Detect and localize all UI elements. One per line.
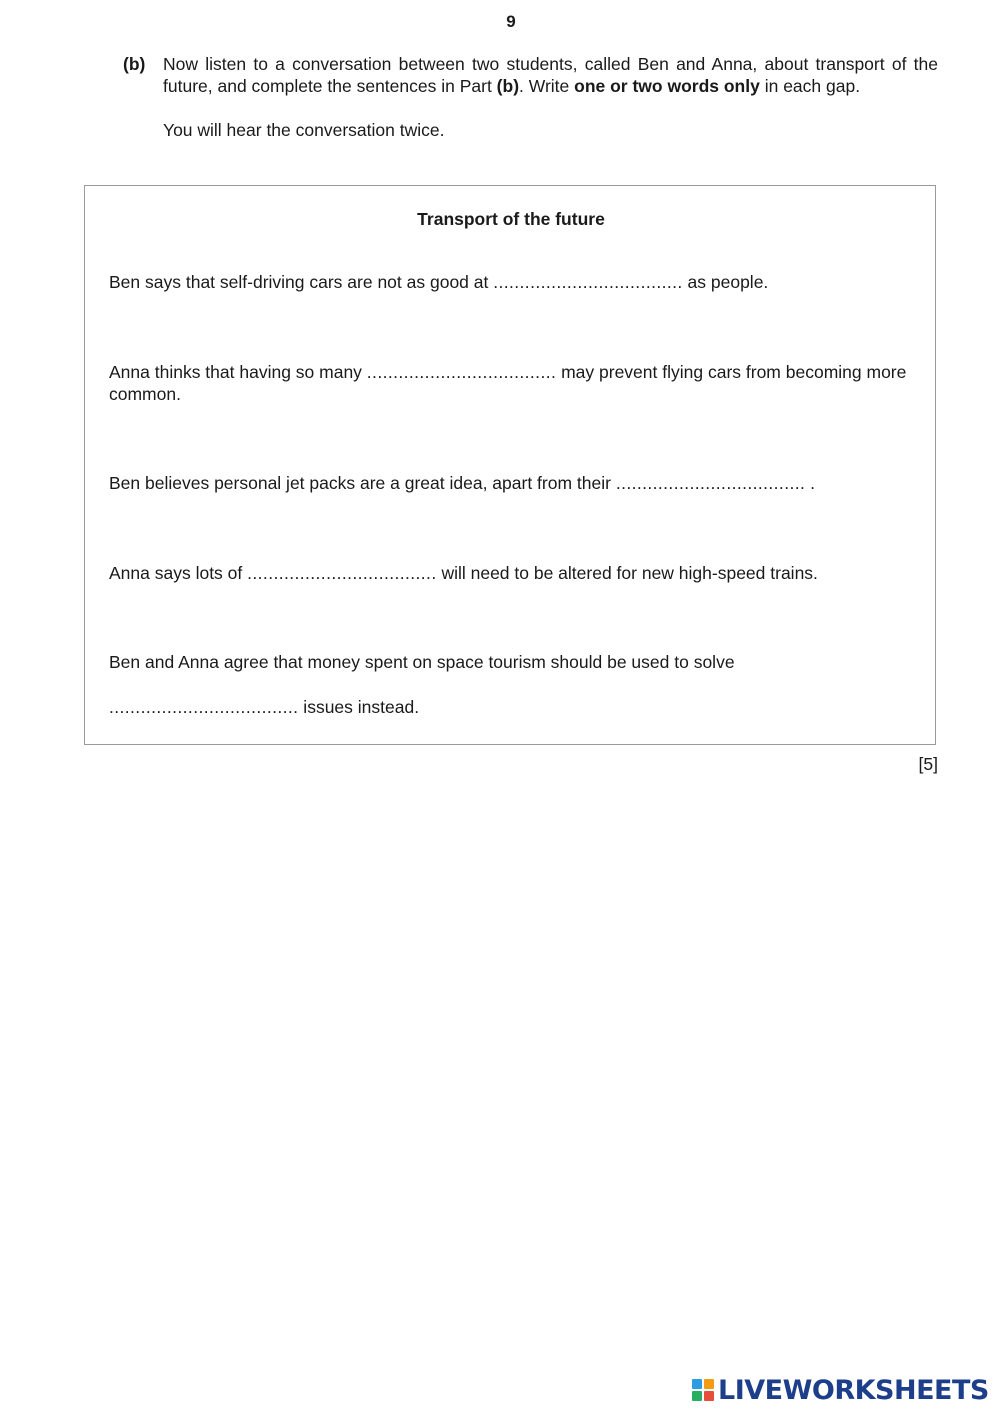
sentence-3 [109,472,919,494]
sentence-completion-box [84,185,936,745]
logo-square-2 [704,1379,714,1389]
sentence-5-line-2 [109,696,919,718]
instruction-text-1: Now listen to a conversation between two students, called Ben and Anna, about transport of the future, and complete the sentences in Part [163,54,938,96]
answer-gap-2[interactable]: .................................... [366,362,557,382]
question-b [123,53,938,141]
liveworksheets-wordmark: LIVEWORKSHEETS [718,1374,989,1406]
page-number: 9 [506,12,516,31]
sentence-2-after: may prevent flying cars from becoming more common. [109,362,907,404]
sentence-3-before: Ben believes personal jet packs are a great idea, apart from their [109,473,616,493]
sentence-5-after: issues instead. [298,697,420,717]
logo-square-1 [692,1379,702,1389]
sentence-5-line-1: Ben and Anna agree that money spent on space tourism should be used to solve [109,652,735,672]
question-label: (b) [123,54,146,74]
instruction-word-limit: one or two words only [574,76,760,96]
question-note: You will hear the conversation twice. [163,120,445,140]
logo-square-3 [692,1391,702,1401]
answer-gap-1[interactable]: .................................... [493,272,683,292]
instruction-text-2: . Write [519,76,575,96]
sentence-1-before: Ben says that self-driving cars are not as good at [109,272,494,292]
marks-total: [5] [918,754,938,774]
sentence-2 [109,361,919,405]
question-instructions [163,53,938,97]
sentence-4 [109,562,919,584]
answer-gap-4[interactable]: .................................... [247,563,437,583]
liveworksheets-icon [692,1379,714,1401]
sentence-1 [109,271,919,293]
box-title: Transport of the future [417,209,605,229]
answer-gap-5[interactable]: .................................... [109,697,299,717]
liveworksheets-logo [692,1374,989,1406]
sentence-3-after: . [805,473,815,493]
answer-gap-3[interactable]: .................................... [615,473,806,493]
instruction-text-3: in each gap. [759,76,861,96]
sentence-4-after: will need to be altered for new high-speed trains. [436,563,818,583]
sentence-4-before: Anna says lots of [109,563,248,583]
sentence-1-after: as people. [682,272,769,292]
instruction-part-ref: (b) [496,76,520,96]
sentence-2-before: Anna thinks that having so many [109,362,367,382]
logo-square-4 [704,1391,714,1401]
